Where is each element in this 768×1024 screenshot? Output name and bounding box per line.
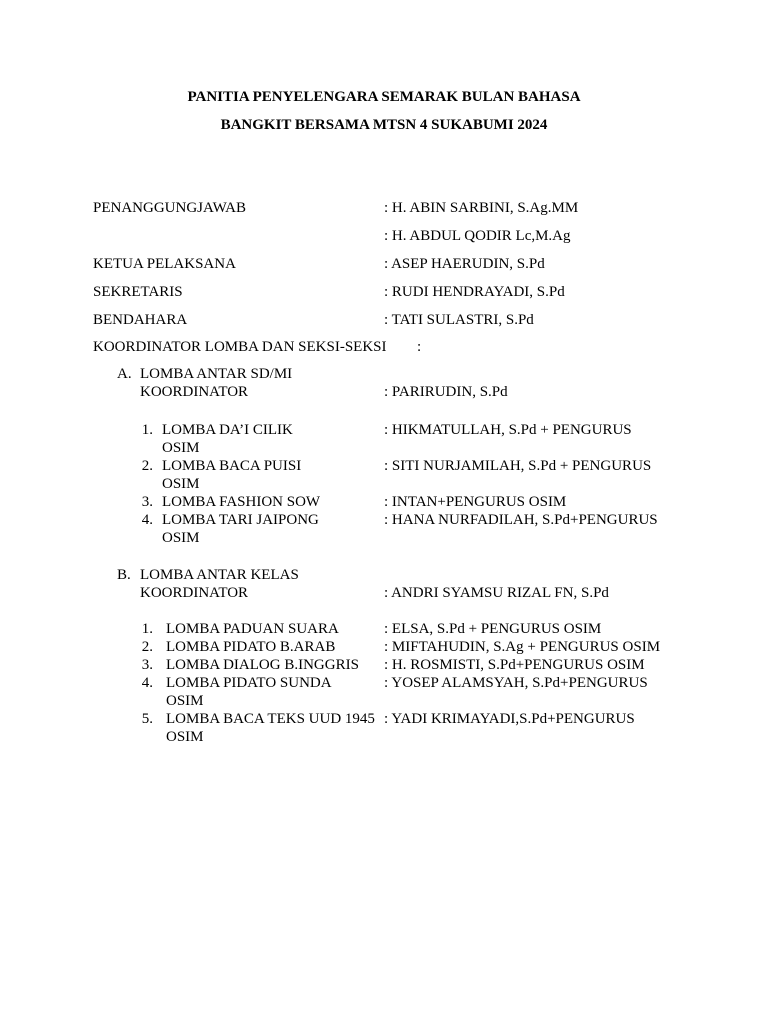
section-coordinator-label: KOORDINATOR	[140, 384, 249, 400]
document-title-line1: PANITIA PENYELENGARA SEMARAK BULAN BAHASA	[187, 89, 581, 105]
list-item-value: : INTAN+PENGURUS OSIM	[384, 494, 567, 510]
list-item-name: LOMBA DA’I CILIK	[162, 422, 293, 438]
list-item-value: : HIKMATULLAH, S.Pd + PENGURUS	[384, 422, 632, 438]
list-item-number: 2.	[141, 458, 153, 474]
list-item-value: : H. ROSMISTI, S.Pd+PENGURUS OSIM	[384, 657, 645, 673]
list-item-number: 5.	[141, 711, 153, 727]
list-item-number: 4.	[141, 675, 153, 691]
section-coordinator-value: : ANDRI SYAMSU RIZAL FN, S.Pd	[384, 585, 609, 601]
official-role: KETUA PELAKSANA	[93, 256, 236, 272]
list-item-name: LOMBA BACA TEKS UUD 1945	[166, 711, 375, 727]
section-coordinator-label: KOORDINATOR	[140, 585, 249, 601]
official-name: : RUDI HENDRAYADI, S.Pd	[384, 284, 565, 300]
list-item-value: : ELSA, S.Pd + PENGURUS OSIM	[384, 621, 602, 637]
list-item-name: LOMBA BACA PUISI	[162, 458, 302, 474]
official-role: PENANGGUNGJAWAB	[93, 200, 246, 216]
official-name: : TATI SULASTRI, S.Pd	[384, 312, 534, 328]
list-item-name: LOMBA PIDATO SUNDA	[166, 675, 332, 691]
official-role: SEKRETARIS	[93, 284, 183, 300]
list-item-value: : SITI NURJAMILAH, S.Pd + PENGURUS	[384, 458, 652, 474]
official-name: : H. ABDUL QODIR Lc,M.Ag	[384, 228, 571, 244]
official-name: : ASEP HAERUDIN, S.Pd	[384, 256, 545, 272]
list-item-continuation: OSIM	[162, 530, 200, 546]
list-item-number: 4.	[141, 512, 153, 528]
list-item-value: : MIFTAHUDIN, S.Ag + PENGURUS OSIM	[384, 639, 661, 655]
section-title: LOMBA ANTAR KELAS	[140, 567, 299, 583]
list-item-number: 1.	[141, 621, 153, 637]
list-item-value: : YOSEP ALAMSYAH, S.Pd+PENGURUS	[384, 675, 648, 691]
list-item-name: LOMBA PADUAN SUARA	[166, 621, 339, 637]
list-item-continuation: OSIM	[166, 693, 204, 709]
list-item-value: : YADI KRIMAYADI,S.Pd+PENGURUS	[384, 711, 635, 727]
list-item-name: LOMBA DIALOG B.INGGRIS	[166, 657, 359, 673]
document-title-line2: BANGKIT BERSAMA MTSN 4 SUKABUMI 2024	[220, 117, 548, 133]
section-coordinator-value: : PARIRUDIN, S.Pd	[384, 384, 508, 400]
list-item-continuation: OSIM	[162, 440, 200, 456]
list-item-continuation: OSIM	[166, 729, 204, 745]
section-title: LOMBA ANTAR SD/MI	[140, 366, 293, 382]
list-item-value: : HANA NURFADILAH, S.Pd+PENGURUS	[384, 512, 658, 528]
list-item-number: 2.	[141, 639, 153, 655]
list-item-name: LOMBA FASHION SOW	[162, 494, 321, 510]
list-item-name: LOMBA TARI JAIPONG	[162, 512, 319, 528]
coordinator-heading: KOORDINATOR LOMBA DAN SEKSI-SEKSI	[93, 339, 387, 355]
coordinator-heading-colon: :	[417, 339, 422, 355]
list-item-name: LOMBA PIDATO B.ARAB	[166, 639, 336, 655]
official-name: : H. ABIN SARBINI, S.Ag.MM	[384, 200, 579, 216]
section-letter: A.	[117, 366, 132, 382]
list-item-continuation: OSIM	[162, 476, 200, 492]
official-role: BENDAHARA	[93, 312, 188, 328]
list-item-number: 1.	[141, 422, 153, 438]
list-item-number: 3.	[141, 494, 153, 510]
list-item-number: 3.	[141, 657, 153, 673]
section-letter: B.	[117, 567, 131, 583]
